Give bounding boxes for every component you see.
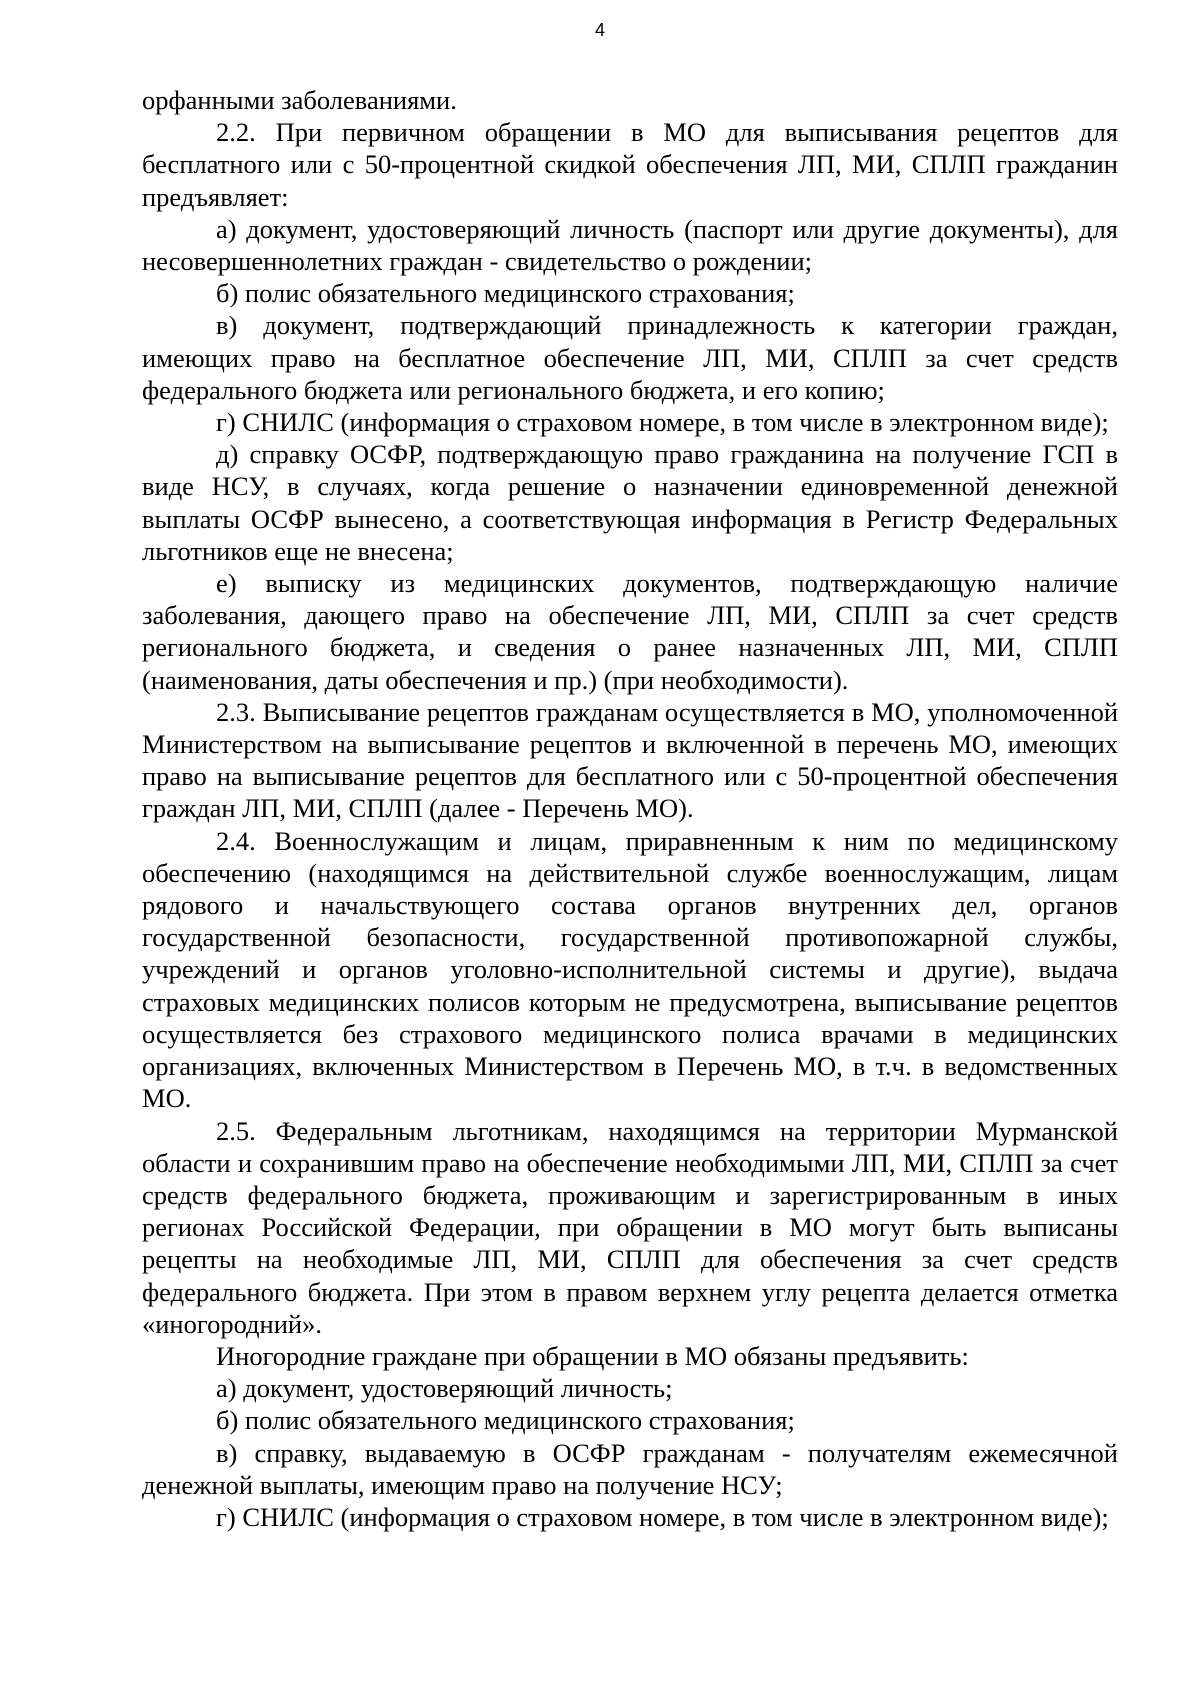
paragraph-2-3: 2.3. Выписывание рецептов гражданам осуществляется в МО, уполномоченной Министерством на выписывание рецептов и включенной в перечень МО, имеющих право на выписывание рецептов для бесплатного или с 50-процентной обеспечения граждан ЛП, МИ, СПЛП (далее - Перечень МО).	[142, 696, 1118, 824]
list-item-e: е) выписку из медицинских документов, подтверждающую наличие заболевания, дающего право на обеспечение ЛП, МИ, СПЛП за счет средств регионального бюджета, и сведения о ранее назначенных ЛП, МИ, СПЛП (наименования, даты обеспечения и пр.) (при необходимости).	[142, 568, 1118, 695]
paragraph-nonresident-intro: Иногородние граждане при обращении в МО обязаны предъявить:	[216, 1340, 969, 1371]
list-item-g: г) СНИЛС (информация о страховом номере, в том числе в электронном виде);	[216, 407, 1109, 438]
document-body	[142, 84, 1118, 1533]
list-item-b: б) полис обязательного медицинского страхования;	[216, 278, 795, 309]
paragraph-2-4: 2.4. Военнослужащим и лицам, приравненным к ним по медицинскому обеспечению (находящимся на действительной службе военнослужащим, лицам рядового и начальствующего состава органов внутренних дел, органов государственной безопасности, государственной противопожарной службы, учреждений и органов уголовно-исполнительной системы и другие), выдача страховых медицинских полисов которым не предусмотрена, выписывание рецептов осуществляется без страхового медицинского полиса врачами в медицинских организациях, включенных Министерством в Перечень МО, в т.ч. в ведомственных МО.	[142, 825, 1118, 1114]
paragraph-continuation: орфанными заболеваниями.	[142, 85, 457, 115]
page-number: 4	[594, 20, 605, 40]
paragraph-2-5: 2.5. Федеральным льготникам, находящимся на территории Мурманской области и сохранившим право на обеспечение необходимыми ЛП, МИ, СПЛП за счет средств федерального бюджета, проживающим и зарегистрированным в иных регионах Российской Федерации, при обращении в МО могут быть выписаны рецепты на необходимые ЛП, МИ, СПЛП для обеспечения за счет средств федерального бюджета. При этом в правом верхнем углу рецепта делается отметка «иногородний».	[142, 1115, 1118, 1339]
list-item-a: а) документ, удостоверяющий личность (паспорт или другие документы), для несовершеннолетних граждан - свидетельство о рождении;	[142, 213, 1118, 277]
nonresident-item-b: б) полис обязательного медицинского страхования;	[216, 1405, 795, 1436]
paragraph-2-2: 2.2. При первичном обращении в МО для выписывания рецептов для бесплатного или с 50-процентной скидкой обеспечения ЛП, МИ, СПЛП гражданин предъявляет:	[142, 117, 1118, 212]
nonresident-item-v: в) справку, выдаваемую в ОСФР гражданам - получателям ежемесячной денежной выплаты, имеющим право на получение НСУ;	[142, 1437, 1118, 1500]
list-item-d: д) справку ОСФР, подтверждающую право гражданина на получение ГСП в виде НСУ, в случаях, когда решение о назначении единовременной денежной выплаты ОСФР вынесено, а соответствующая информация в Регистр Федеральных льготников еще не внесена;	[142, 439, 1118, 566]
nonresident-item-g: г) СНИЛС (информация о страховом номере, в том числе в электронном виде);	[216, 1501, 1109, 1532]
nonresident-item-a: а) документ, удостоверяющий личность;	[216, 1373, 673, 1404]
list-item-v: в) документ, подтверждающий принадлежность к категории граждан, имеющих право на бесплатное обеспечение ЛП, МИ, СПЛП за счет средств федерального бюджета или регионального бюджета, и его копию;	[142, 310, 1118, 405]
